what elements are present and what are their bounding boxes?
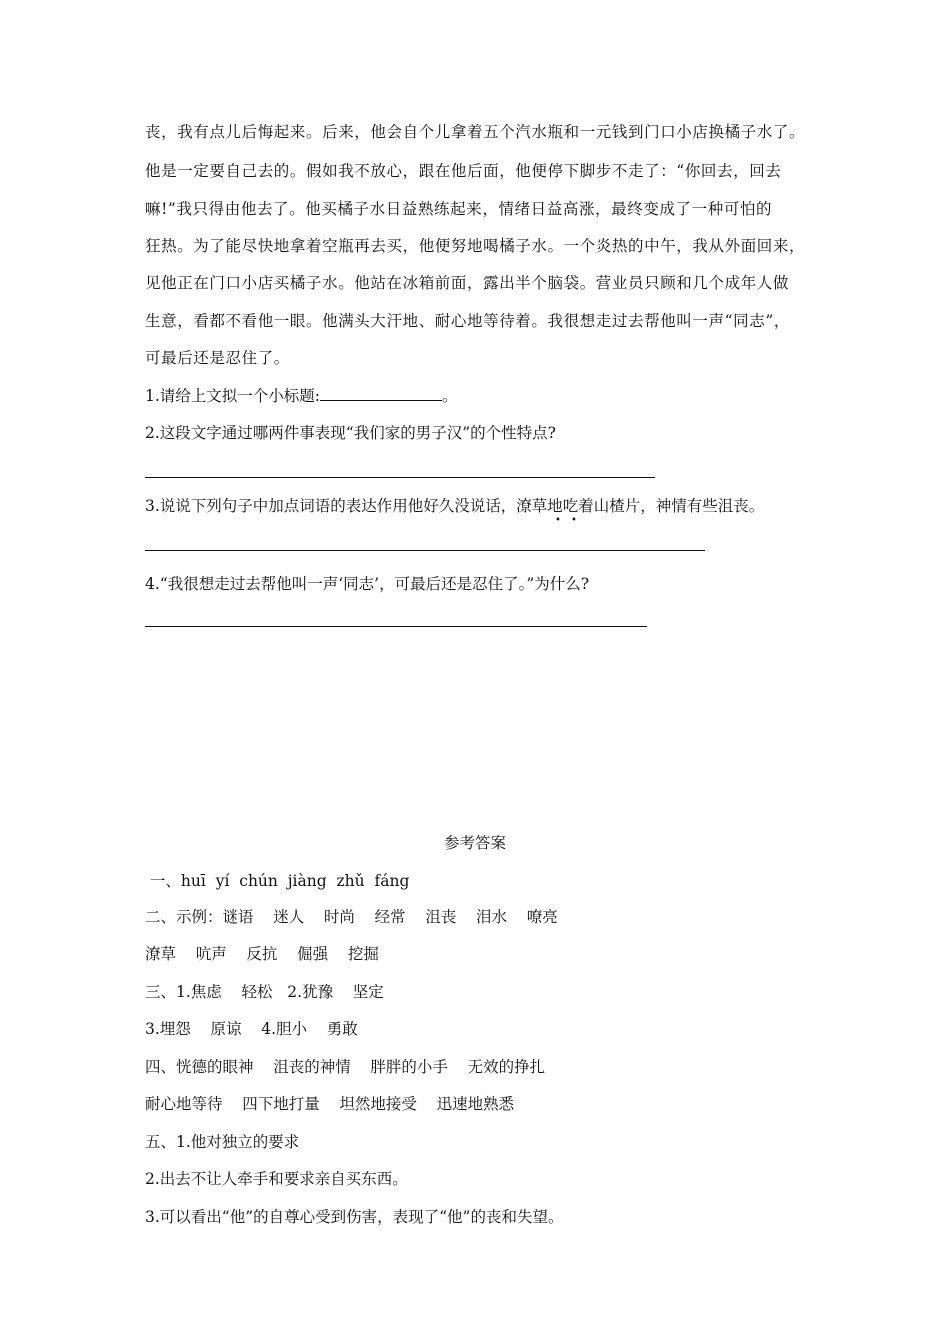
- passage-line: 嘛!”我只得由他去了。他买橘子水日益熟练起来，情绪日益高涨，最终变成了一种可怕的: [145, 200, 773, 218]
- question-4: 4.“我很想走过去帮他叫一声‘同志’，可最后还是忍住了。”为什么?: [145, 575, 590, 593]
- emphasis-dot: •: [555, 515, 561, 526]
- question-1-end: 。: [442, 387, 458, 405]
- answer-line: 一、huī yí chún jiàng zhǔ fáng: [145, 872, 410, 890]
- answer-line-4[interactable]: [145, 626, 647, 627]
- emphasis-dot: •: [571, 515, 577, 526]
- question-1-text: 1.请给上文拟一个小标题:: [145, 387, 321, 405]
- answer-line: 五、1.他对独立的要求: [145, 1133, 300, 1151]
- answer-line: 四、恍德的眼神 沮丧的神情 胖胖的小手 无效的挣扎: [145, 1058, 546, 1076]
- question-3: 3.说说下列句子中加点词语的表达作用他好久没说话，潦草地吃着山楂片，神情有些沮丧。: [145, 497, 765, 515]
- passage-line: 生意，看都不看他一眼。他满头大汗地、耐心地等待着。我很想走过去帮他叫一声“同志”，: [145, 312, 790, 330]
- passage-line: 可最后还是忍住了。: [145, 349, 290, 367]
- passage-line: 他是一定要自己去的。假如我不放心，跟在他后面，他便停下脚步不走了：“你回去，回去: [145, 162, 782, 180]
- answer-line: 二、示例：谜语 迷人 时尚 经常 沮丧 泪水 嘹亮: [145, 908, 558, 926]
- answer-key-title: 参考答案: [443, 834, 506, 852]
- answer-line: 潦草 吭声 反抗 倔强 挖掘: [145, 945, 379, 963]
- answer-line: 3.埋怨 原谅 4.胆小 勇敢: [145, 1020, 358, 1038]
- answer-line-3[interactable]: [145, 550, 705, 551]
- passage-line: 丧，我有点儿后悔起来。后来，他会自个儿拿着五个汽水瓶和一元钱到门口小店换橘子水了。: [145, 123, 806, 141]
- question-1: [145, 386, 458, 406]
- passage-line: 狂热。为了能尽快地拿着空瓶再去买，他便努地喝橘子水。一个炎热的中午，我从外面回来，: [145, 237, 806, 255]
- title-answer-blank[interactable]: [320, 386, 442, 401]
- answer-line: 3.可以看出“他”的自尊心受到伤害，表现了“他”的丧和失望。: [145, 1208, 564, 1226]
- answer-line: 耐心地等待 四下地打量 坦然地接受 迅速地熟悉: [145, 1095, 515, 1113]
- question-2: 2.这段文字通过哪两件事表现“我们家的男子汉”的个性特点?: [145, 424, 556, 442]
- passage-line: 见他正在门口小店买橘子水。他站在冰箱前面，露出半个脑袋。营业员只顾和几个成年人做: [145, 274, 790, 292]
- answer-line: 三、1.焦虑 轻松 2.犹豫 坚定: [145, 983, 384, 1001]
- answer-line: 2.出去不让人牵手和要求亲自买东西。: [145, 1170, 408, 1188]
- answer-line-2[interactable]: [145, 477, 655, 478]
